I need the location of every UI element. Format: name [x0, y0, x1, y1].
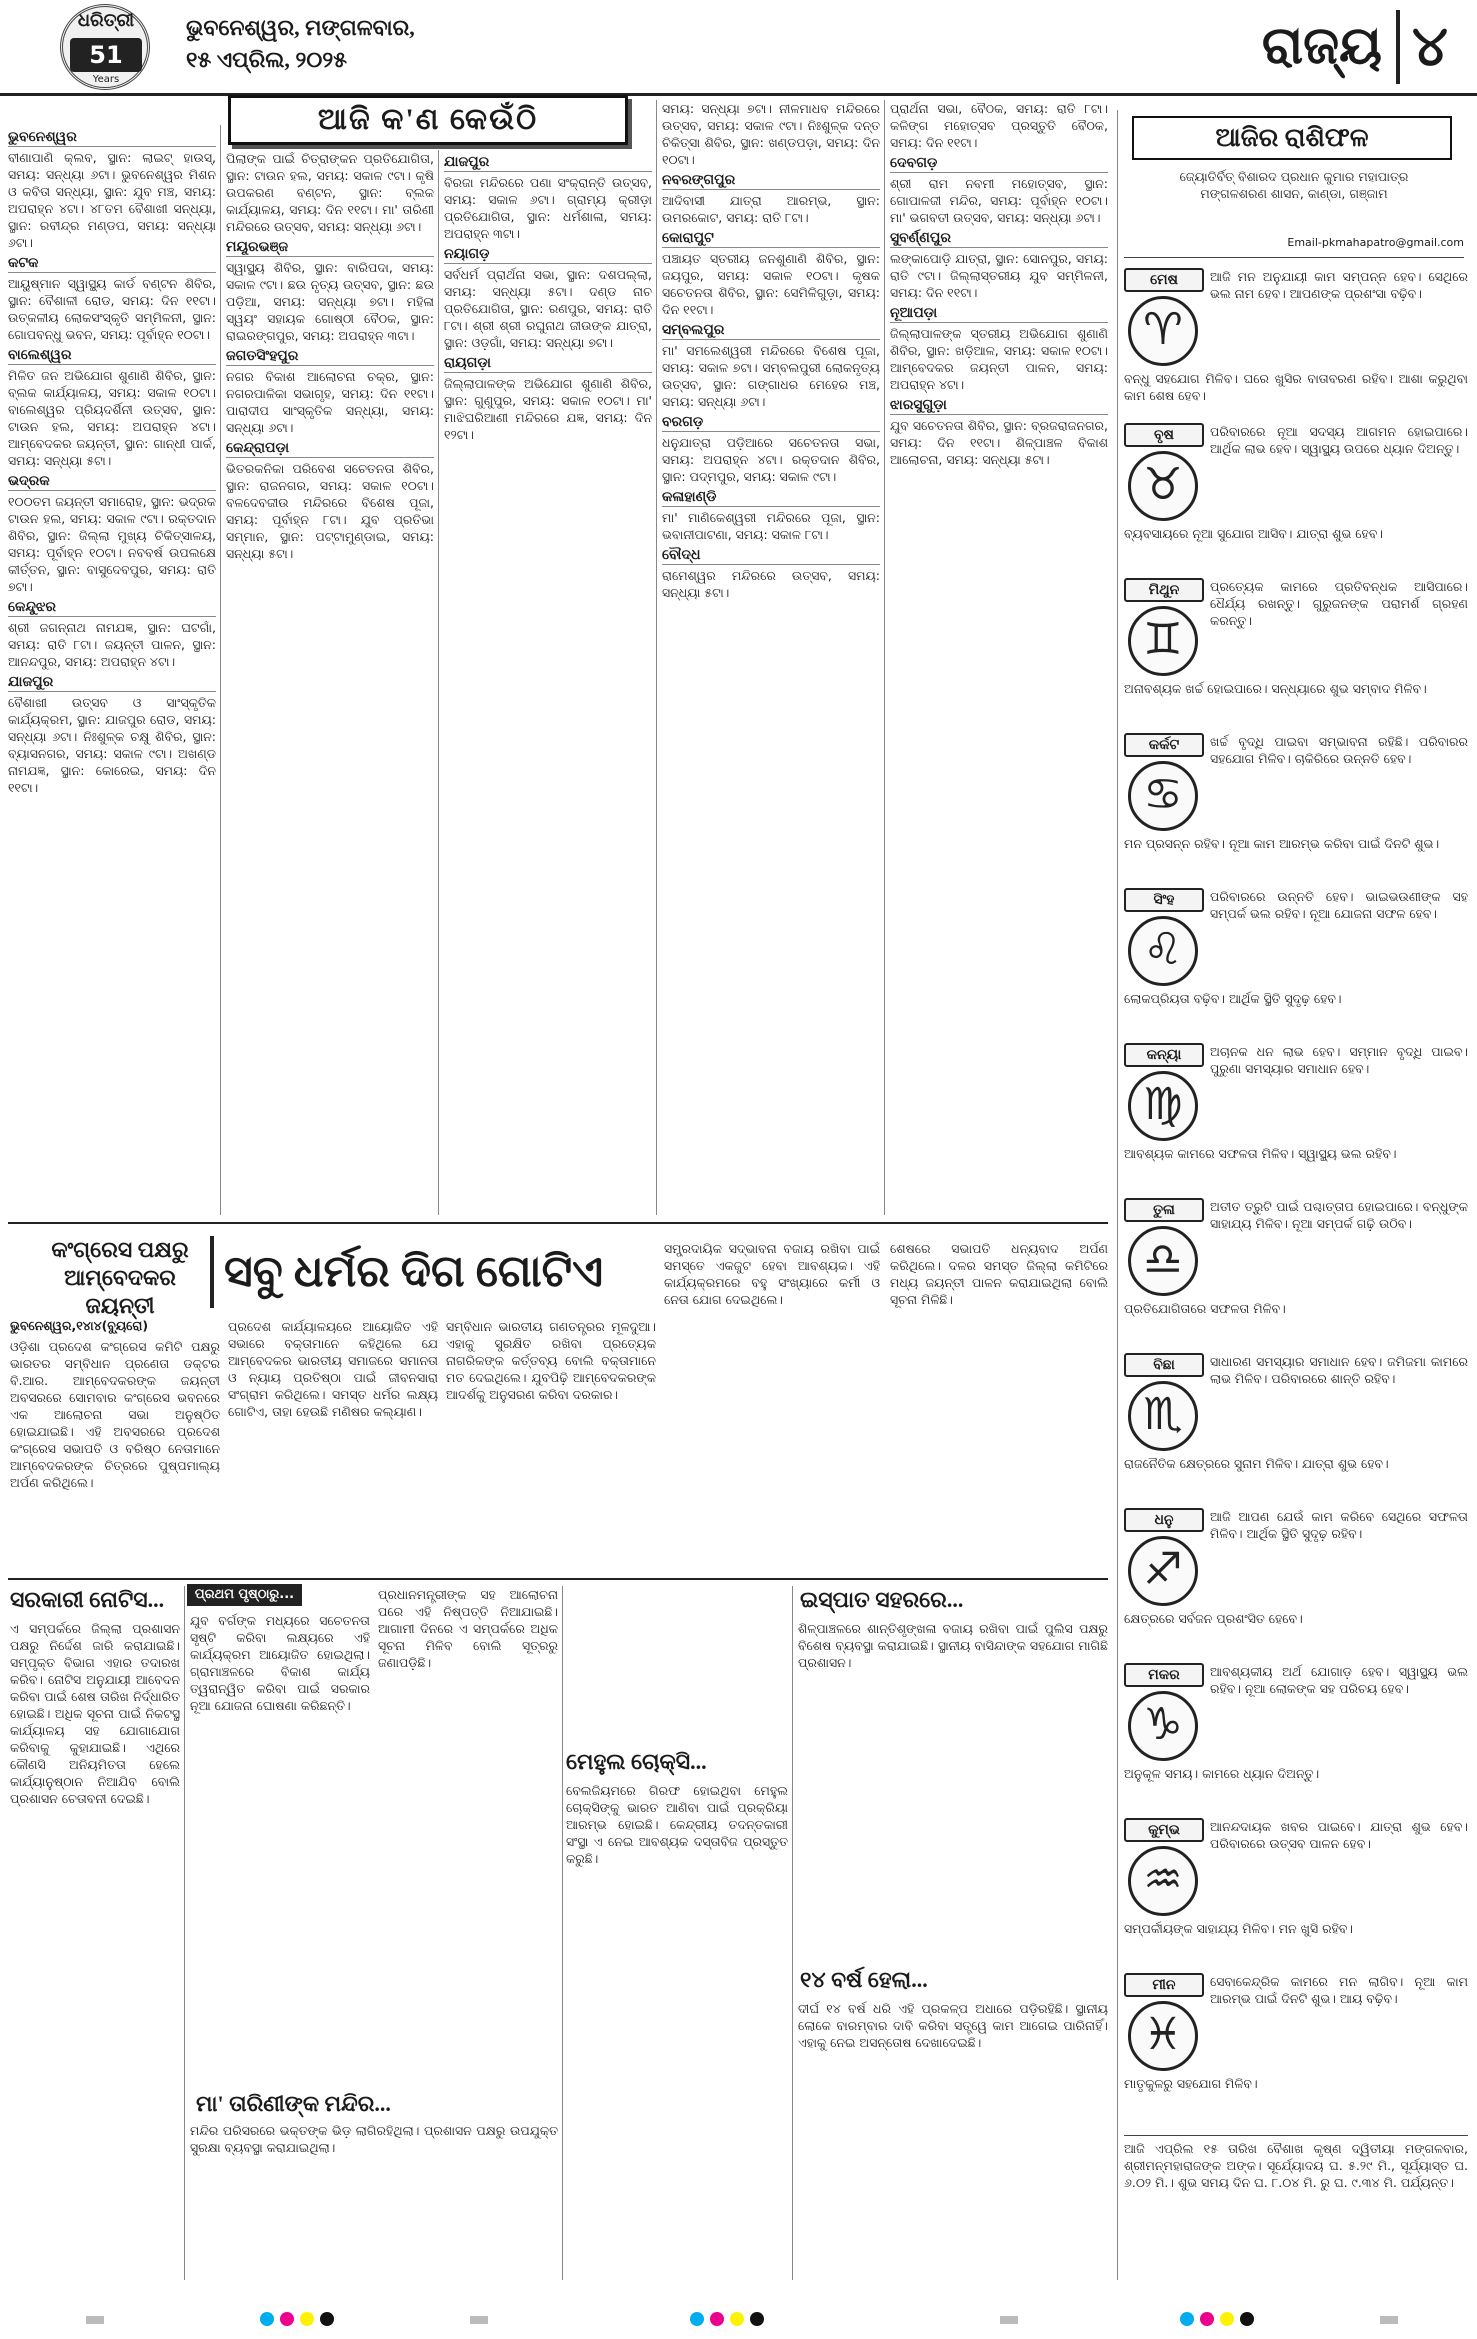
event-listing: ମା' ସମଲେଶ୍ୱରୀ ମନ୍ଦିରରେ ବିଶେଷ ପୂଜା, ସମୟ: ସକାଳ ୭ଟା। ସମ୍ବଲପୁରୀ ଲୋକନୃତ୍ୟ ଉତ୍ସବ, ସ୍ଥାନ: ଗଙ୍ଗାଧର ମେହେର ମଞ୍ଚ, ସମୟ: ସନ୍ଧ୍ୟା ୬ଟା। [662, 343, 880, 409]
registration-dot [710, 2312, 724, 2326]
zodiac-forecast-continued: ଅନୁକୂଳ ସମୟ। କାମରେ ଧ୍ୟାନ ଦିଅନ୍ତୁ। [1124, 1766, 1320, 1781]
story-column-2: ପ୍ରଦେଶ କାର୍ଯ୍ୟାଳୟରେ ଆୟୋଜିତ ଏହି ସଭାରେ ବକ୍ତାମାନେ କହିଥିଲେ ଯେ ଆମ୍ବେଦକର ଭାରତୀୟ ସମାଜରେ ସମାନତା ଓ ନ୍ୟାୟ ପ୍ରତିଷ୍ଠା ପାଇଁ ଜୀବନସାରା ସଂଗ୍ରାମ କରିଥିଲେ। ସମସ୍ତ ଧର୍ମର ଲକ୍ଷ୍ୟ ଗୋଟିଏ, ତାହା ହେଉଛି ମଣିଷର କଲ୍ୟାଣ। [228, 1319, 438, 1419]
event-listing: ପିଲାଙ୍କ ପାଇଁ ଚିତ୍ରାଙ୍କନ ପ୍ରତିଯୋଗିତା, ସ୍ଥାନ: ଟାଉନ ହଲ, ସମୟ: ସକାଳ ୯ଟା। କୃଷି ଉପକରଣ ବଣ୍ଟନ, ସ୍ଥାନ: ବ୍ଲକ କାର୍ଯ୍ୟାଳୟ, ସମୟ: ଦିନ ୧୧ଟା। ମା' ତାରିଣୀ ମନ୍ଦିରରେ ଉତ୍ସବ, ସମୟ: ସନ୍ଧ୍ୟା ୬ଟା। [226, 151, 434, 234]
city-day: ଭୁବନେଶ୍ୱର, ମଙ୍ଗଳବାର, [186, 15, 415, 40]
zodiac-entry [1124, 268, 1468, 418]
zodiac-entry [1124, 1043, 1468, 1193]
anniversary-label: Years [92, 74, 120, 85]
zodiac-forecast: ଖର୍ଚ୍ଚ ବୃଦ୍ଧି ପାଇବା ସମ୍ଭାବନା ରହିଛି। ପରିବାରର ସହଯୋଗ ମିଳିବ। ଚାକିରିରେ ଉନ୍ନତି ହେବ। [1210, 734, 1468, 766]
astrologer-email: Email-pkmahapatro@gmail.com [1124, 236, 1464, 258]
rashifal-title: ଆଜିର ରାଶିଫଳ [1132, 116, 1452, 160]
district-heading: ସମ୍ବଲପୁର [662, 322, 880, 340]
event-listing: ଲଙ୍କାପୋଡ଼ି ଯାତ୍ରା, ସ୍ଥାନ: ସୋନପୁର, ସମୟ: ରାତି ୯ଟା। ଜିଲ୍ଲାସ୍ତରୀୟ ଯୁବ ସମ୍ମିଳନୀ, ସମୟ: ଦିନ ୧୧ଟା। [890, 251, 1108, 300]
zodiac-entry [1124, 1353, 1468, 1503]
zodiac-symbol-icon: ♏ [1128, 1381, 1198, 1451]
zodiac-forecast: ଆନନ୍ଦଦାୟକ ଖବର ପାଇବେ। ଯାତ୍ରା ଶୁଭ ହେବ। ପରିବାରରେ ଉତ୍ସବ ପାଳନ ହେବ। [1210, 1819, 1468, 1851]
district-heading: ଯାଜପୁର [444, 154, 652, 172]
print-mark [1000, 2316, 1018, 2324]
zodiac-symbol-icon: ♐ [1128, 1536, 1198, 1606]
zodiac-name: କୁମ୍ଭ [1124, 1818, 1204, 1842]
column-divider [438, 150, 439, 1215]
event-listing: ଶ୍ରୀ ଜଗନ୍ନାଥ ନାମଯଜ୍ଞ, ସ୍ଥାନ: ଘଟଗାଁ, ସମୟ: ରାତି ୮ଟା। ଜୟନ୍ତୀ ପାଳନ, ସ୍ଥାନ: ଆନନ୍ଦପୁର, ସମୟ: ଅପରାହ୍ନ ୪ଟା। [8, 620, 216, 669]
zodiac-forecast: ପରିବାରରେ ଉନ୍ନତି ହେବ। ଭାଇଭଉଣୀଙ୍କ ସହ ସମ୍ପର୍କ ଭଲ ରହିବ। ନୂଆ ଯୋଜନା ସଫଳ ହେବ। [1210, 889, 1468, 921]
zodiac-forecast: ଆଜି ମନ ଅନୁଯାୟୀ କାମ ସମ୍ପନ୍ନ ହେବ। ସେଥିରେ ଭଲ ନାମ ହେବ। ଆପଣଙ୍କ ପ୍ରଶଂସା ବଢ଼ିବ। [1210, 269, 1468, 301]
zodiac-name: କନ୍ୟା [1124, 1043, 1204, 1067]
section-name: ରାଜ୍ୟ [1261, 18, 1382, 75]
section-divider [1396, 10, 1400, 84]
rashifal-column [1117, 110, 1472, 2280]
story-column-3: ସମ୍ବିଧାନ ଭାରତୀୟ ଗଣତନ୍ତ୍ରର ମୂଳଦୁଆ। ଏହାକୁ ସୁରକ୍ଷିତ ରଖିବା ପ୍ରତ୍ୟେକ ନାଗରିକଙ୍କ କର୍ତ୍ତବ୍ୟ ବୋଲି ବକ୍ତାମାନେ ମତ ଦେଇଥିଲେ। ଯୁବପିଢ଼ି ଆମ୍ବେଦକରଙ୍କ ଆଦର୍ଶକୁ ଅନୁସରଣ କରିବା ଦରକାର। [446, 1319, 656, 1402]
story-column-4: ସମ୍ପ୍ରଦାୟିକ ସଦ୍ଭାବନା ବଜାୟ ରଖିବା ପାଇଁ ସମସ୍ତେ ଏକଜୁଟ ହେବା ଆବଶ୍ୟକ। ଏହି କାର୍ଯ୍ୟକ୍ରମରେ ବହୁ ସଂଖ୍ୟାରେ କର୍ମୀ ଓ ନେତା ଯୋଗ ଦେଇଥିଲେ। [664, 1241, 880, 1307]
registration-dot [300, 2312, 314, 2326]
astrologer-name: ଜ୍ୟୋତିର୍ବିତ୍ ବିଶାରଦ ପ୍ରଧାନ କୁମାର ମହାପାତ୍ର [1179, 169, 1409, 184]
zodiac-symbol-icon: ♈ [1128, 296, 1198, 366]
zodiac-symbol-icon: ♎ [1128, 1226, 1198, 1296]
print-mark [86, 2316, 104, 2324]
tarini-heading: ମା' ତାରିଣୀଙ୍କ ମନ୍ଦିର... [196, 2091, 391, 2116]
continued-tag: ପ୍ରଥମ ପୃଷ୍ଠାରୁ... [187, 1584, 302, 1606]
print-marks [0, 2300, 1477, 2339]
zodiac-name: କର୍କଟ [1124, 733, 1204, 757]
zodiac-entry [1124, 733, 1468, 883]
zodiac-forecast-continued: ଲୋକପ୍ରିୟତା ବଢ଼ିବ। ଆର୍ଥିକ ସ୍ଥିତି ସୁଦୃଢ଼ ହେବ। [1124, 991, 1342, 1006]
registration-dot [750, 2312, 764, 2326]
anniversary-logo [40, 4, 172, 90]
district-heading: ମୟୂରଭଞ୍ଜ [226, 239, 434, 257]
notice-heading: ସରକାରୀ ନୋଟିସ... [10, 1587, 165, 1612]
print-mark [1380, 2316, 1398, 2324]
district-heading: ଦେବଗଡ଼ [890, 155, 1108, 173]
registration-dot [1200, 2312, 1214, 2326]
zodiac-symbol-icon: ♓ [1128, 2001, 1198, 2071]
event-listing: ଆୟୁଷ୍ମାନ ସ୍ୱାସ୍ଥ୍ୟ କାର୍ଡ ବଣ୍ଟନ ଶିବିର, ସ୍ଥାନ: ବୈଶାଳୀ ରୋଡ, ସମୟ: ଦିନ ୧୧ଟା। ଉତ୍କଳୀୟ ଲୋକସଂସ୍କୃତି ସମ୍ମିଳନୀ, ସ୍ଥାନ: ଗୋପବନ୍ଧୁ ଭବନ, ସମୟ: ପୂର୍ବାହ୍ନ ୧୦ଟା। [8, 276, 216, 342]
event-listing: ସର୍ବଧର୍ମ ପ୍ରାର୍ଥନା ସଭା, ସ୍ଥାନ: ଦଶପଲ୍ଲା, ସମୟ: ସନ୍ଧ୍ୟା ୫ଟା। ଦଣ୍ଡ ନାଚ ପ୍ରତିଯୋଗିତା, ସ୍ଥାନ: ରଣପୁର, ସମୟ: ରାତି ୮ଟା। ଶ୍ରୀ ଶ୍ରୀ ରଘୁନାଥ ଜୀଉଙ୍କ ଯାତ୍ରା, ସ୍ଥାନ: ଓଡ଼ଗାଁ, ସମୟ: ସନ୍ଧ୍ୟା ୭ଟା। [444, 267, 652, 350]
headline-divider [210, 1236, 214, 1308]
district-heading: କଳାହାଣ୍ଡି [662, 489, 880, 507]
district-heading: ନୂଆପଡ଼ା [890, 305, 1108, 323]
registration-dot [320, 2312, 334, 2326]
zodiac-forecast-continued: କ୍ଷେତ୍ରରେ ସର୍ବଜନ ପ୍ରଶଂସିତ ହେବେ। [1124, 1611, 1303, 1626]
column-divider [562, 1586, 563, 2280]
zodiac-name: ତୁଳା [1124, 1198, 1204, 1222]
district-heading: କେନ୍ଦୁଝର [8, 599, 216, 617]
district-heading: କଟକ [8, 255, 216, 273]
registration-dot [1180, 2312, 1194, 2326]
zodiac-symbol-icon: ♒ [1128, 1846, 1198, 1916]
registration-dot [690, 2312, 704, 2326]
district-heading: ବୌଦ୍ଧ [662, 547, 880, 565]
events-column-2 [226, 150, 434, 1215]
district-heading: ରାୟଗଡ଼ା [444, 355, 652, 373]
zodiac-forecast: ପରିବାରରେ ନୂଆ ସଦସ୍ୟ ଆଗମନ ହୋଇପାରେ। ଆର୍ଥିକ ଲାଭ ହେବ। ସ୍ୱାସ୍ଥ୍ୟ ଉପରେ ଧ୍ୟାନ ଦିଅନ୍ତୁ। [1210, 424, 1468, 456]
zodiac-forecast-continued: ଅନାବଶ୍ୟକ ଖର୍ଚ୍ଚ ହୋଇପାରେ। ସନ୍ଧ୍ୟାରେ ଶୁଭ ସମ୍ବାଦ ମିଳିବ। [1124, 681, 1427, 696]
mehul-text: ବେଲଜିୟମରେ ଗିରଫ ହୋଇଥିବା ମେହୁଲ ଚୋକ୍ସିଙ୍କୁ ଭାରତ ଆଣିବା ପାଇଁ ପ୍ରକ୍ରିୟା ଆରମ୍ଭ ହୋଇଛି। କେନ୍ଦ୍ରୀୟ ତଦନ୍ତକାରୀ ସଂସ୍ଥା ଏ ନେଇ ଆବଶ୍ୟକ ଦସ୍ତାବିଜ ପ୍ରସ୍ତୁତ କରୁଛି। [566, 1783, 788, 1866]
story-kicker: କଂଗ୍ରେସ ପକ୍ଷରୁ ଆମ୍ବେଦକର ଜୟନ୍ତୀ [51, 1237, 189, 1318]
story-dateline: ଭୁବନେଶ୍ୱର,୧୪ା୪(ବ୍ୟୁରୋ) [10, 1318, 149, 1333]
section-header [1232, 4, 1472, 90]
zodiac-forecast-continued: ପ୍ରତିଯୋଗିତାରେ ସଫଳତା ମିଳିବ। [1124, 1301, 1286, 1316]
registration-dot [280, 2312, 294, 2326]
astrologer-info [1124, 168, 1464, 238]
dateline-block [186, 12, 506, 82]
column-divider [184, 1586, 185, 2280]
column-divider [884, 100, 885, 1215]
event-listing: ଯୁବ ସଚେତନତା ଶିବିର, ସ୍ଥାନ: ବ୍ରଜରାଜନଗର, ସମୟ: ଦିନ ୧୧ଟା। ଶିଳ୍ପାଞ୍ଚଳ ବିକାଶ ଆଲୋଚନା, ସମୟ: ସନ୍ଧ୍ୟା ୫ଟା। [890, 418, 1108, 467]
zodiac-symbol-icon: ♌ [1128, 916, 1198, 986]
zodiac-forecast-continued: ମନ ପ୍ରସନ୍ନ ରହିବ। ନୂଆ କାମ ଆରମ୍ଭ କରିବା ପାଇଁ ଦିନଟି ଶୁଭ। [1124, 836, 1440, 851]
tarini-text: ମନ୍ଦିର ପରିସରରେ ଭକ୍ତଙ୍କ ଭିଡ଼ ଲାଗିରହିଥିଲା। ପ୍ରଶାସନ ପକ୍ଷରୁ ଉପଯୁକ୍ତ ସୁରକ୍ଷା ବ୍ୟବସ୍ଥା କରାଯାଇଥିଲା। [190, 2123, 558, 2155]
zodiac-symbol-icon: ♍ [1128, 1071, 1198, 1141]
district-heading: ନବରଙ୍ଗପୁର [662, 172, 880, 190]
events-column-4 [662, 100, 880, 1215]
event-listing: ବିରଜା ମନ୍ଦିରରେ ପଣା ସଂକ୍ରାନ୍ତି ଉତ୍ସବ, ସମୟ: ସକାଳ ୬ଟା। ଗ୍ରାମ୍ୟ କ୍ରୀଡ଼ା ପ୍ରତିଯୋଗିତା, ସ୍ଥାନ: ଧର୍ମଶାଳା, ସମୟ: ଅପରାହ୍ନ ୩ଟା। [444, 175, 652, 241]
district-heading: ନୟାଗଡ଼ [444, 246, 652, 264]
district-heading: କୋରାପୁଟ [662, 230, 880, 248]
zodiac-symbol-icon: ♑ [1128, 1691, 1198, 1761]
story-headline: ସବୁ ଧର୍ମର ଦିଗ ଗୋଟିଏ [224, 1247, 604, 1296]
event-listing: ଶ୍ରୀ ରାମ ନବମୀ ମହୋତ୍ସବ, ସ୍ଥାନ: ଗୋପାଳଜୀ ମନ୍ଦିର, ସମୟ: ପୂର୍ବାହ୍ନ ୧୦ଟା। ମା' ଭଗବତୀ ଉତ୍ସବ, ସମୟ: ସନ୍ଧ୍ୟା ୬ଟା। [890, 176, 1108, 225]
zodiac-symbol-icon: ♋ [1128, 761, 1198, 831]
logo-brand: ଧରିତ୍ରୀ [77, 10, 135, 31]
zodiac-name: ମେଷ [1124, 268, 1204, 292]
event-listing: ବୈଶାଖୀ ଉତ୍ସବ ଓ ସାଂସ୍କୃତିକ କାର୍ଯ୍ୟକ୍ରମ, ସ୍ଥାନ: ଯାଜପୁର ରୋଡ, ସମୟ: ସନ୍ଧ୍ୟା ୬ଟା। ନିଃଶୁଳ୍କ ଚକ୍ଷୁ ଶିବିର, ସ୍ଥାନ: ବ୍ୟାସନଗର, ସମୟ: ସକାଳ ୯ଟା। ଅଖଣ୍ଡ ନାମଯଜ୍ଞ, ସ୍ଥାନ: କୋରେଇ, ସମୟ: ଦିନ ୧୧ଟା। [8, 695, 216, 795]
story-column-1: ଓଡ଼ିଶା ପ୍ରଦେଶ କଂଗ୍ରେସ କମିଟି ପକ୍ଷରୁ ଭାରତର ସମ୍ବିଧାନ ପ୍ରଣେତା ଡକ୍ଟର ବି.ଆର. ଆମ୍ବେଦକରଙ୍କ ଜୟନ୍ତୀ ଅବସରରେ ସୋମବାର କଂଗ୍ରେସ ଭବନରେ ଏକ ଆଲୋଚନା ସଭା ଅନୁଷ୍ଠିତ ହୋଇଯାଇଛି। ଏହି ଅବସରରେ ପ୍ରଦେଶ କଂଗ୍ରେସ ସଭାପତି ଓ ବରିଷ୍ଠ ନେତାମାନେ ଆମ୍ବେଦକରଙ୍କ ଚିତ୍ରରେ ପୁଷ୍ପମାଲ୍ୟ ଅର୍ପଣ କରିଥିଲେ। [10, 1339, 220, 1490]
zodiac-symbol-icon: ♉ [1128, 451, 1198, 521]
registration-dot [1240, 2312, 1254, 2326]
zodiac-forecast: ଅତୀତ ତ୍ରୁଟି ପାଇଁ ପଶ୍ଚାତ୍ତାପ ହୋଇପାରେ। ବନ୍ଧୁଙ୍କ ସାହାଯ୍ୟ ମିଳିବ। ନୂଆ ସମ୍ପର୍କ ଗଢ଼ି ଉଠିବ। [1210, 1199, 1468, 1231]
event-listing: ନଗର ବିକାଶ ଆଲୋଚନା ଚକ୍ର, ସ୍ଥାନ: ନଗରପାଳିକା ସଭାଗୃହ, ସମୟ: ଦିନ ୧୧ଟା। ପାରାଦୀପ ସାଂସ୍କୃତିକ ସନ୍ଧ୍ୟା, ସମୟ: ସନ୍ଧ୍ୟା ୬ଟା। [226, 369, 434, 435]
astrologer-address: ମଙ୍ଗଳଶରଣ ଶାସନ, କାଣ୍ଡା, ଗଞ୍ଜାମ [1200, 186, 1388, 201]
district-heading: ଯାଜପୁର [8, 674, 216, 692]
zodiac-forecast-continued: ସମ୍ପର୍କୀୟଙ୍କ ସାହାଯ୍ୟ ମିଳିବ। ମନ ଖୁସି ରହିବ। [1124, 1921, 1354, 1936]
district-heading: ଭଦ୍ରକ [8, 473, 216, 491]
column-divider [220, 125, 221, 1215]
event-listing: ଜିଲ୍ଲାପାଳଙ୍କ ସ୍ତରୀୟ ଅଭିଯୋଗ ଶୁଣାଣି ଶିବିର, ସ୍ଥାନ: ଖଡ଼ିଆଳ, ସମୟ: ସକାଳ ୧୦ଟା। ଆମ୍ବେଦକର ଜୟନ୍ତୀ ପାଳନ, ସମୟ: ଅପରାହ୍ନ ୪ଟା। [890, 326, 1108, 392]
district-heading: କେନ୍ଦ୍ରାପଡ଼ା [226, 440, 434, 458]
events-column-1 [8, 125, 216, 1215]
zodiac-name: ମକର [1124, 1663, 1204, 1687]
ispat-heading: ଇସ୍ପାତ ସହରରେ... [800, 1587, 964, 1612]
anniversary-number: 51 [70, 38, 142, 72]
event-listing: ମା' ମାଣିକେଶ୍ୱରୀ ମନ୍ଦିରରେ ପୂଜା, ସ୍ଥାନ: ଭବାନୀପାଟଣା, ସମୟ: ସକାଳ ୮ଟା। [662, 510, 880, 542]
event-listing: ଜିଲ୍ଲାପାଳଙ୍କ ଅଭିଯୋଗ ଶୁଣାଣି ଶିବିର, ସ୍ଥାନ: ଗୁଣୁପୁର, ସମୟ: ସକାଳ ୧୦ଟା। ମା' ମାଝିଘରିଆଣୀ ମନ୍ଦିରରେ ଯଜ୍ଞ, ସମୟ: ଦିନ ୧୨ଟା। [444, 376, 652, 442]
story-column-5: ଶେଷରେ ସଭାପତି ଧନ୍ୟବାଦ ଅର୍ପଣ କରିଥିଲେ। ଦଳର ସମସ୍ତ ଜିଲ୍ଲା କମିଟିରେ ମଧ୍ୟ ଜୟନ୍ତୀ ପାଳନ କରାଯାଇଥିଲା ବୋଲି ସୂଚନା ମିଳିଛି। [890, 1241, 1108, 1307]
zodiac-entry [1124, 1818, 1468, 1968]
events-banner: ଆଜି କ'ଣ କେଉଁଠି [228, 95, 628, 145]
masthead [0, 0, 1477, 96]
event-listing: ପ୍ରାର୍ଥନା ସଭା, ବୈଠକ, ସମୟ: ରାତି ୮ଟା। କଳିଙ୍ଗ ମହୋତ୍ସବ ପ୍ରସ୍ତୁତି ବୈଠକ, ସମୟ: ଦିନ ୧୧ଟା। [890, 101, 1108, 150]
continued-column-2: ପ୍ରଧାନମନ୍ତ୍ରୀଙ୍କ ସହ ଆଲୋଚନା ପରେ ଏହି ନିଷ୍ପତ୍ତି ନିଆଯାଇଛି। ଆଗାମୀ ଦିନରେ ଏ ସମ୍ପର୍କରେ ଅଧିକ ସୂଚନା ମିଳିବ ବୋଲି ସୂତ୍ରରୁ ଜଣାପଡ଼ିଛି। [378, 1587, 558, 1670]
zodiac-entry [1124, 1663, 1468, 1813]
zodiac-forecast-continued: ଆବଶ୍ୟକ କାମରେ ସଫଳତା ମିଳିବ। ସ୍ୱାସ୍ଥ୍ୟ ଭଲ ରହିବ। [1124, 1146, 1397, 1161]
zodiac-forecast-continued: ରାଜନୈତିକ କ୍ଷେତ୍ରରେ ସୁନାମ ମିଳିବ। ଯାତ୍ରା ଶୁଭ ହେବ। [1124, 1456, 1389, 1471]
registration-dot [260, 2312, 274, 2326]
event-listing: ଆଦିବାସୀ ଯାତ୍ରା ଆରମ୍ଭ, ସ୍ଥାନ: ଉମରକୋଟ, ସମୟ: ରାତି ୮ଟା। [662, 193, 880, 225]
zodiac-entry [1124, 1973, 1468, 2123]
event-listing: ସମୟ: ସନ୍ଧ୍ୟା ୭ଟା। ନୀଳମାଧବ ମନ୍ଦିରରେ ଉତ୍ସବ, ସମୟ: ସକାଳ ୯ଟା। ନିଃଶୁଳ୍କ ଦନ୍ତ ଚିକିତ୍ସା ଶିବିର, ସ୍ଥାନ: ଖଣ୍ଡପଡ଼ା, ସମୟ: ଦିନ ୧୦ଟା। [662, 101, 880, 167]
registration-dot [730, 2312, 744, 2326]
mehul-heading: ମେହୁଲ ଚୋକ୍ସି... [566, 1749, 707, 1774]
zodiac-forecast-continued: ବ୍ୟବସାୟରେ ନୂଆ ସୁଯୋଗ ଆସିବ। ଯାତ୍ରା ଶୁଭ ହେବ। [1124, 526, 1383, 541]
zodiac-name: ମିଥୁନ [1124, 578, 1204, 602]
column-divider [656, 100, 657, 1215]
event-listing: ସ୍ୱାସ୍ଥ୍ୟ ଶିବିର, ସ୍ଥାନ: ବାରିପଦା, ସମୟ: ସକାଳ ୯ଟା। ଛଉ ନୃତ୍ୟ ଉତ୍ସବ, ସ୍ଥାନ: ଛଉ ପଡ଼ିଆ, ସମୟ: ସନ୍ଧ୍ୟା ୭ଟା। ମହିଳା ସ୍ୱୟଂ ସହାୟକ ଗୋଷ୍ଠୀ ବୈଠକ, ସ୍ଥାନ: ରାଇରଙ୍ଗପୁର, ସମୟ: ଅପରାହ୍ନ ୩ଟା। [226, 260, 434, 343]
zodiac-entry [1124, 888, 1468, 1038]
district-heading: ଝାରସୁଗୁଡ଼ା [890, 397, 1108, 415]
district-heading: ଜଗତସିଂହପୁର [226, 348, 434, 366]
events-column-3 [444, 150, 652, 1215]
zodiac-forecast-continued: ବନ୍ଧୁ ସହଯୋଗ ମିଳିବ। ଘରେ ଖୁସିର ବାତାବରଣ ରହିବ। ଆଶା କରୁଥିବା କାମ ଶେଷ ହେବ। [1124, 371, 1468, 403]
event-listing: ବୀଣାପାଣି କ୍ଲବ, ସ୍ଥାନ: ଲାଇଟ୍ ହାଉସ୍, ସମୟ: ସନ୍ଧ୍ୟା ୬ଟା। ଭୁବନେଶ୍ୱର ମିଶନ ଓ କବିତା ସନ୍ଧ୍ୟା, ସ୍ଥାନ: ଯୁବ ମଞ୍ଚ, ସମୟ: ଅପରାହ୍ନ ୪ଟା। ୪୮ତମ ବୈଶାଖୀ ସନ୍ଧ୍ୟା, ସ୍ଥାନ: ରବୀନ୍ଦ୍ର ମଣ୍ଡପ, ସମୟ: ସନ୍ଧ୍ୟା ୬ଟା। [8, 150, 216, 250]
print-mark [470, 2316, 488, 2324]
zodiac-forecast: ଅଚାନକ ଧନ ଲାଭ ହେବ। ସମ୍ମାନ ବୃଦ୍ଧି ପାଇବ। ପୁରୁଣା ସମସ୍ୟାର ସମାଧାନ ହେବ। [1210, 1044, 1468, 1076]
zodiac-forecast: ଆଜି ଆପଣ ଯେଉଁ କାମ କରିବେ ସେଥିରେ ସଫଳତା ମିଳିବ। ଆର୍ଥିକ ସ୍ଥିତି ସୁଦୃଢ଼ ରହିବ। [1210, 1509, 1468, 1541]
district-heading: ଭୁବନେଶ୍ୱର [8, 129, 216, 147]
section-rule [8, 1578, 1108, 1580]
zodiac-entry [1124, 1198, 1468, 1348]
zodiac-forecast: ସେବାକେନ୍ଦ୍ରିକ କାମରେ ମନ ଲାଗିବ। ନୂଆ କାମ ଆରମ୍ଭ ପାଇଁ ଦିନଟି ଶୁଭ। ଆୟ ବଢ଼ିବ। [1210, 1974, 1468, 2006]
zodiac-name: ସିଂହ [1124, 888, 1204, 912]
events-column-5 [890, 100, 1108, 1215]
zodiac-entry [1124, 1508, 1468, 1658]
zodiac-forecast: ସାଧାରଣ ସମସ୍ୟାର ସମାଧାନ ହେବ। ଜମିଜମା କାମରେ ଲାଭ ମିଳିବ। ପରିବାରରେ ଶାନ୍ତି ରହିବ। [1210, 1354, 1468, 1386]
zodiac-name: ଧନୁ [1124, 1508, 1204, 1532]
notice-column: ଏ ସମ୍ପର୍କରେ ଜିଲ୍ଲା ପ୍ରଶାସନ ପକ୍ଷରୁ ନିର୍ଦ୍ଦେଶ ଜାରି କରାଯାଇଛି। ସମ୍ପୃକ୍ତ ବିଭାଗ ଏହାର ତଦାରଖ କରିବ। ନୋଟିସ ଅନୁଯାୟୀ ଆବେଦନ କରିବା ପାଇଁ ଶେଷ ତାରିଖ ନିର୍ଦ୍ଧାରିତ ହୋଇଛି। ଅଧିକ ସୂଚନା ପାଇଁ ନିକଟସ୍ଥ କାର୍ଯ୍ୟାଳୟ ସହ ଯୋଗାଯୋଗ କରିବାକୁ କୁହାଯାଇଛି। ଏଥିରେ କୌଣସି ଅନିୟମିତତା ହେଲେ କାର୍ଯ୍ୟାନୁଷ୍ଠାନ ନିଆଯିବ ବୋଲି ପ୍ରଶାସନ ଚେତାବନୀ ଦେଇଛି। [10, 1621, 180, 1806]
zodiac-forecast-continued: ମାତୃକୁଳରୁ ସହଯୋଗ ମିଳିବ। [1124, 2076, 1258, 2091]
ispat-text: ଶିଳ୍ପାଞ୍ଚଳରେ ଶାନ୍ତିଶୃଙ୍ଖଳା ବଜାୟ ରଖିବା ପାଇଁ ପୁଲିସ ପକ୍ଷରୁ ବିଶେଷ ବ୍ୟବସ୍ଥା କରାଯାଇଛି। ସ୍ଥାନୀୟ ବାସିନ୍ଦାଙ୍କ ସହଯୋଗ ମାଗିଛି ପ୍ରଶାସନ। [798, 1621, 1108, 1670]
district-heading: ବରଗଡ଼ [662, 414, 880, 432]
zodiac-name: ମୀନ [1124, 1973, 1204, 1997]
years-text: ଦୀର୍ଘ ୧୪ ବର୍ଷ ଧରି ଏହି ପ୍ରକଳ୍ପ ଅଧାରେ ପଡ଼ିରହିଛି। ସ୍ଥାନୀୟ ଲୋକେ ବାରମ୍ବାର ଦାବି କରିବା ସତ୍ତ୍ୱେ କାମ ଆଗେଇ ପାରିନାହିଁ। ଏହାକୁ ନେଇ ଅସନ୍ତୋଷ ଦେଖାଦେଇଛି। [798, 2001, 1108, 2050]
registration-dot [1220, 2312, 1234, 2326]
years-heading: ୧୪ ବର୍ଷ ହେଲା... [800, 1967, 928, 1992]
column-divider [792, 1586, 793, 2280]
event-listing: ୧୦୦ତମ ଜୟନ୍ତୀ ସମାରୋହ, ସ୍ଥାନ: ଭଦ୍ରକ ଟାଉନ ହଲ, ସମୟ: ସକାଳ ୯ଟା। ରକ୍ତଦାନ ଶିବିର, ସ୍ଥାନ: ଜିଲ୍ଲା ମୁଖ୍ୟ ଚିକିତ୍ସାଳୟ, ସମୟ: ପୂର୍ବାହ୍ନ ୧୦ଟା। ନବବର୍ଷ ଉପଲକ୍ଷେ କୀର୍ତ୍ତନ, ସ୍ଥାନ: ବାସୁଦେବପୁର, ସମୟ: ରାତି ୭ଟା। [8, 494, 216, 594]
zodiac-entry [1124, 578, 1468, 728]
zodiac-entry [1124, 423, 1468, 573]
zodiac-symbol-icon: ♊ [1128, 606, 1198, 676]
event-listing: ପଞ୍ଚାୟତ ସ୍ତରୀୟ ଜନଶୁଣାଣି ଶିବିର, ସ୍ଥାନ: ଜୟପୁର, ସମୟ: ସକାଳ ୧୦ଟା। କୃଷକ ସଚେତନତା ଶିବିର, ସ୍ଥାନ: ସେମିଳିଗୁଡ଼ା, ସମୟ: ଦିନ ୧୧ଟା। [662, 251, 880, 317]
zodiac-name: ବୃଷ [1124, 423, 1204, 447]
section-rule [8, 1222, 1108, 1224]
district-heading: ସୁବର୍ଣ୍ଣପୁର [890, 230, 1108, 248]
continued-column: ଯୁବ ବର୍ଗଙ୍କ ମଧ୍ୟରେ ସଚେତନତା ସୃଷ୍ଟି କରିବା ଲକ୍ଷ୍ୟରେ ଏହି କାର୍ଯ୍ୟକ୍ରମ ଆୟୋଜିତ ହୋଇଥିଲା। ଗ୍ରାମାଞ୍ଚଳରେ ବିକାଶ କାର୍ଯ୍ୟ ତ୍ୱରାନ୍ୱିତ କରିବା ପାଇଁ ସରକାର ନୂଆ ଯୋଜନା ଘୋଷଣା କରିଛନ୍ତି। [190, 1613, 370, 1713]
district-heading: ବାଲେଶ୍ୱର [8, 347, 216, 365]
panjika-note: ଆଜି ଏପ୍ରିଲ ୧୫ ତାରିଖ ବୈଶାଖ କୃଷ୍ଣ ଦ୍ୱିତୀୟା ମଙ୍ଗଳବାର, ଶ୍ରୀମନ୍ମହାରାଜଙ୍କ ଅଙ୍କ। ସୂର୍ଯ୍ୟୋଦୟ ଘ. ୫.୨୯ ମି., ସୂର୍ଯ୍ୟାସ୍ତ ଘ. ୬.୦୨ ମି.। ଶୁଭ ସମୟ ଦିନ ଘ. ୮.୦୪ ମି. ରୁ ଘ. ୯.୩୪ ମି. ପର୍ଯ୍ୟନ୍ତ। [1124, 2135, 1468, 2280]
event-listing: ରାମେଶ୍ୱର ମନ୍ଦିରରେ ଉତ୍ସବ, ସମୟ: ସନ୍ଧ୍ୟା ୫ଟା। [662, 568, 880, 600]
zodiac-name: ବିଛା [1124, 1353, 1204, 1377]
event-listing: ଭିତରକନିକା ପରିବେଶ ସଚେତନତା ଶିବିର, ସ୍ଥାନ: ରାଜନଗର, ସମୟ: ସକାଳ ୧୦ଟା। ବଳଦେବଜୀଉ ମନ୍ଦିରରେ ବିଶେଷ ପୂଜା, ସମୟ: ପୂର୍ବାହ୍ନ ୮ଟା। ଯୁବ ପ୍ରତିଭା ସମ୍ମାନ, ସ୍ଥାନ: ପଟ୍ଟାମୁଣ୍ଡାଇ, ସମୟ: ସନ୍ଧ୍ୟା ୫ଟା। [226, 461, 434, 561]
zodiac-forecast: ପ୍ରତ୍ୟେକ କାମରେ ପ୍ରତିବନ୍ଧକ ଆସିପାରେ। ଧୈର୍ଯ୍ୟ ରଖନ୍ତୁ। ଗୁରୁଜନଙ୍କ ପରାମର୍ଶ ଗ୍ରହଣ କରନ୍ତୁ। [1210, 579, 1468, 628]
event-listing: ମିଳିତ ଜନ ଅଭିଯୋଗ ଶୁଣାଣି ଶିବିର, ସ୍ଥାନ: ବ୍ଲକ କାର୍ଯ୍ୟାଳୟ, ସମୟ: ସକାଳ ୧୦ଟା। ବାଲେଶ୍ୱର ପ୍ରିୟଦର୍ଶିନୀ ଉତ୍ସବ, ସ୍ଥାନ: ଟାଉନ ହଲ, ସମୟ: ଅପରାହ୍ନ ୪ଟା। ଆମ୍ବେଦକର ଜୟନ୍ତୀ, ସ୍ଥାନ: ଗାନ୍ଧୀ ପାର୍କ, ସମୟ: ସନ୍ଧ୍ୟା ୫ଟା। [8, 368, 216, 468]
page-number: ୪ [1412, 16, 1448, 78]
issue-date: ୧୫ ଏପ୍ରିଲ, ୨୦୨୫ [186, 47, 347, 72]
zodiac-forecast: ଆବଶ୍ୟକୀୟ ଅର୍ଥ ଯୋଗାଡ଼ ହେବ। ସ୍ୱାସ୍ଥ୍ୟ ଭଲ ରହିବ। ନୂଆ ଲୋକଙ୍କ ସହ ପରିଚୟ ହେବ। [1210, 1664, 1468, 1696]
event-listing: ଧନୁଯାତ୍ରା ପଡ଼ିଆରେ ସଚେତନତା ସଭା, ସମୟ: ଅପରାହ୍ନ ୪ଟା। ରକ୍ତଦାନ ଶିବିର, ସ୍ଥାନ: ପଦ୍ମପୁର, ସମୟ: ସକାଳ ୯ଟା। [662, 435, 880, 484]
